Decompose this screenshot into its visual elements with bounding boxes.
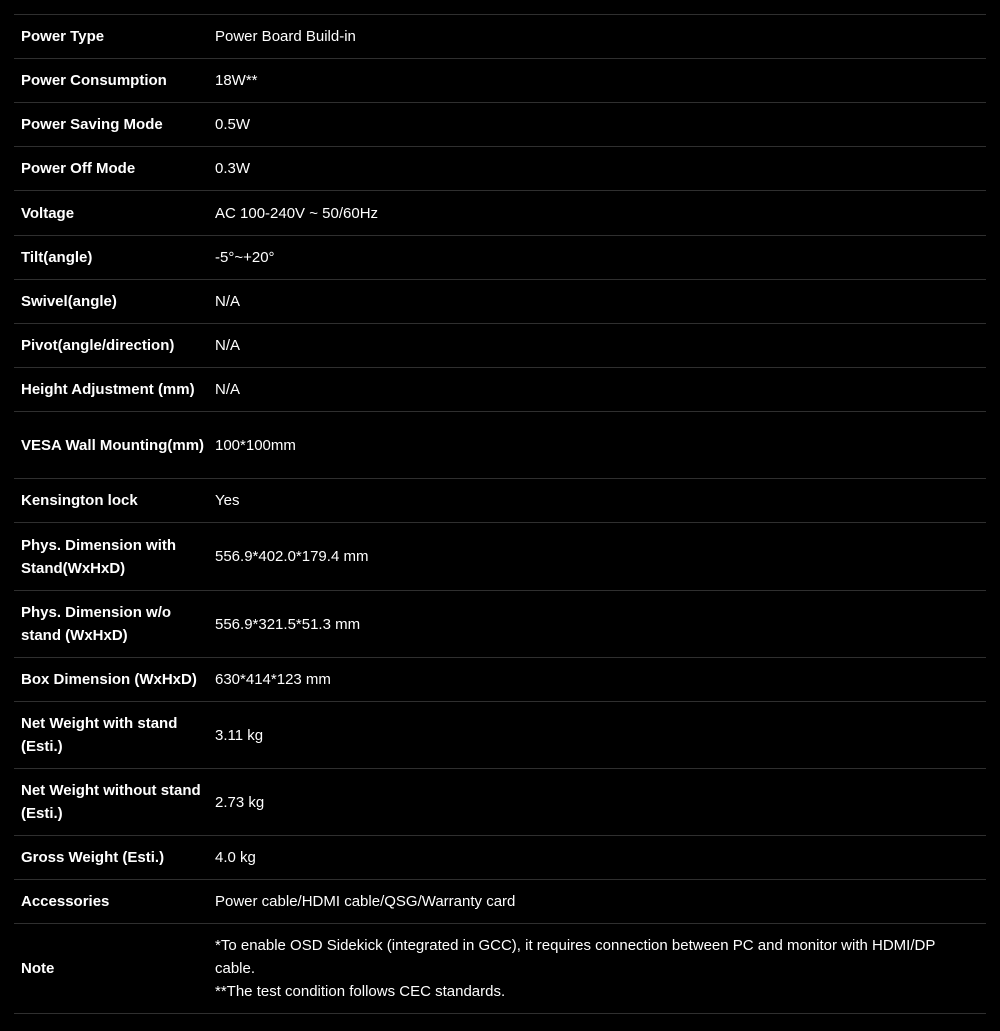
spec-value-line: 2.73 kg: [215, 793, 265, 811]
spec-label: Phys. Dimension with Stand(WxHxD): [21, 536, 177, 577]
spec-label: Phys. Dimension w/o stand (WxHxD): [21, 604, 172, 644]
spec-row: [14, 324, 986, 368]
spec-value: [215, 324, 986, 368]
spec-value: [215, 769, 986, 836]
spec-value-line: 18W**: [215, 72, 258, 89]
spec-label: Box Dimension (WxHxD): [21, 671, 197, 688]
spec-value-line: **The test condition follows CEC standards.: [215, 983, 506, 1000]
spec-row: [14, 236, 986, 280]
spec-value-line: 0.5W: [215, 116, 251, 133]
spec-value: [215, 836, 986, 880]
spec-value: [215, 702, 986, 769]
spec-row: [14, 15, 986, 59]
spec-row: [14, 280, 986, 324]
spec-value-line: 630*414*123 mm: [215, 671, 331, 688]
spec-label: VESA Wall Mounting(mm): [21, 436, 205, 454]
spec-value-line: Power cable/HDMI cable/QSG/Warranty card: [215, 893, 516, 910]
spec-value: [215, 658, 986, 702]
spec-label: Voltage: [21, 204, 75, 222]
spec-row: [14, 769, 986, 836]
spec-value-line: 0.3W: [215, 160, 251, 177]
spec-value-line: 100*100mm: [215, 436, 296, 454]
spec-label: Pivot(angle/direction): [21, 337, 175, 354]
spec-row: [14, 591, 986, 658]
spec-value: [215, 191, 986, 236]
spec-label: Accessories: [21, 893, 110, 910]
spec-row: [14, 103, 986, 147]
spec-value-line: Yes: [215, 492, 240, 509]
spec-value-line: N/A: [215, 293, 241, 310]
spec-label: Power Off Mode: [21, 160, 136, 177]
spec-value-line: Power Board Build-in: [215, 28, 356, 45]
spec-label: Note: [21, 960, 55, 977]
spec-value-line: 556.9*402.0*179.4 mm: [215, 548, 369, 565]
spec-value-line: *To enable OSD Sidekick (integrated in GCC), it requires connection between PC and monitor with HDMI/DP cable.: [215, 937, 936, 977]
spec-value-line: N/A: [215, 337, 241, 354]
spec-row: [14, 523, 986, 591]
spec-label: Power Saving Mode: [21, 116, 163, 133]
spec-label: Power Consumption: [21, 72, 167, 89]
spec-row: [14, 412, 986, 479]
spec-row: [14, 658, 986, 702]
spec-label: Power Type: [21, 28, 105, 45]
spec-value-line: 3.11 kg: [215, 726, 264, 744]
spec-row: [14, 59, 986, 103]
spec-value: [215, 412, 986, 479]
spec-value: [215, 479, 986, 523]
spec-value-line: N/A: [215, 381, 241, 398]
spec-label: Kensington lock: [21, 492, 138, 509]
spec-value: [215, 924, 986, 1014]
spec-value: [215, 523, 986, 591]
spec-table: [14, 14, 986, 1014]
spec-label: Height Adjustment (mm): [21, 381, 195, 398]
spec-value: [215, 15, 986, 59]
spec-row: [14, 836, 986, 880]
spec-value-line: 4.0 kg: [215, 849, 256, 866]
spec-row: [14, 368, 986, 412]
spec-value: [215, 880, 986, 924]
spec-row: [14, 880, 986, 924]
spec-value: [215, 591, 986, 658]
spec-value: [215, 236, 986, 280]
spec-label: Net Weight without stand (Esti.): [21, 782, 201, 822]
spec-value: [215, 59, 986, 103]
spec-value: [215, 368, 986, 412]
spec-value-line: -5°~+20°: [215, 249, 275, 266]
spec-value: [215, 147, 986, 191]
spec-row: [14, 924, 986, 1014]
spec-label: Net Weight with stand (Esti.): [21, 715, 178, 755]
spec-value-line: 556.9*321.5*51.3 mm: [215, 615, 361, 633]
spec-label: Swivel(angle): [21, 293, 117, 310]
spec-table-body: [14, 15, 986, 1014]
spec-value-line: AC 100-240V ~ 50/60Hz: [215, 204, 379, 222]
spec-row: [14, 479, 986, 523]
spec-value: [215, 103, 986, 147]
spec-row: [14, 147, 986, 191]
spec-row: [14, 702, 986, 769]
spec-row: [14, 191, 986, 236]
spec-value: [215, 280, 986, 324]
spec-label: Gross Weight (Esti.): [21, 849, 165, 866]
spec-label: Tilt(angle): [21, 249, 93, 266]
